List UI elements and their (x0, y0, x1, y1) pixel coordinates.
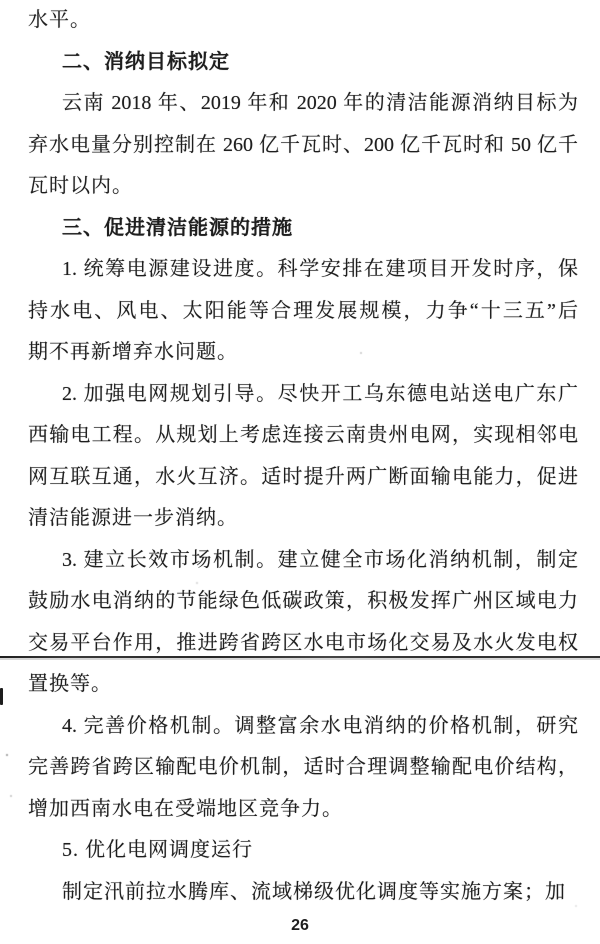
page-number: 26 (291, 917, 309, 934)
text-line: 持水电、风电、太阳能等合理发展规模，力争“十三五”后 (28, 299, 578, 322)
text-line: 云南 2018 年、2019 年和 2020 年的清洁能源消纳目标为 (62, 92, 578, 114)
section-heading: 三、促进清洁能源的措施 (62, 216, 293, 239)
text-line: 网互联互通，水火互济。适时提升两广断面输电能力，促进 (28, 465, 578, 488)
text-line: 5. 优化电网调度运行 (62, 839, 253, 861)
text-line: 增加西南水电在受端地区竞争力。 (28, 797, 343, 820)
text-line: 瓦时以内。 (28, 175, 133, 197)
text-line: 西输电工程。从规划上考虑连接云南贵州电网，实现相邻电 (28, 424, 578, 446)
text-line: 4. 完善价格机制。调整富余水电消纳的价格机制，研究 (62, 714, 578, 737)
text-line: 完善跨省跨区输配电价机制，适时合理调整输配电价结构， (28, 756, 578, 778)
text-line: 置换等。 (28, 673, 112, 695)
text-line: 鼓励水电消纳的节能绿色低碳政策，积极发挥广州区域电力 (28, 590, 578, 612)
text-line: 制定汛前拉水腾库、流域梯级优化调度等实施方案；加 (62, 880, 566, 903)
document-body (28, 0, 578, 913)
scan-noise-specks (0, 0, 2, 2)
text-line: 水平。 (28, 9, 91, 31)
section-heading: 二、消纳目标拟定 (62, 50, 230, 73)
text-line: 1. 统筹电源建设进度。科学安排在建项目开发时序，保 (62, 258, 578, 280)
left-edge-mark (0, 688, 3, 705)
text-line: 弃水电量分别控制在 260 亿千瓦时、200 亿千瓦时和 50 亿千 (28, 133, 578, 156)
text-line: 清洁能源进一步消纳。 (28, 507, 238, 529)
text-line: 2. 加强电网规划引导。尽快开工乌东德电站送电广东广 (62, 382, 578, 405)
text-line: 3. 建立长效市场机制。建立健全市场化消纳机制，制定 (62, 548, 578, 571)
text-line: 期不再新增弃水问题。 (28, 341, 238, 363)
scan-line-artifact (0, 656, 600, 658)
text-line: 交易平台作用，推进跨省跨区水电市场化交易及水火发电权 (28, 631, 578, 654)
